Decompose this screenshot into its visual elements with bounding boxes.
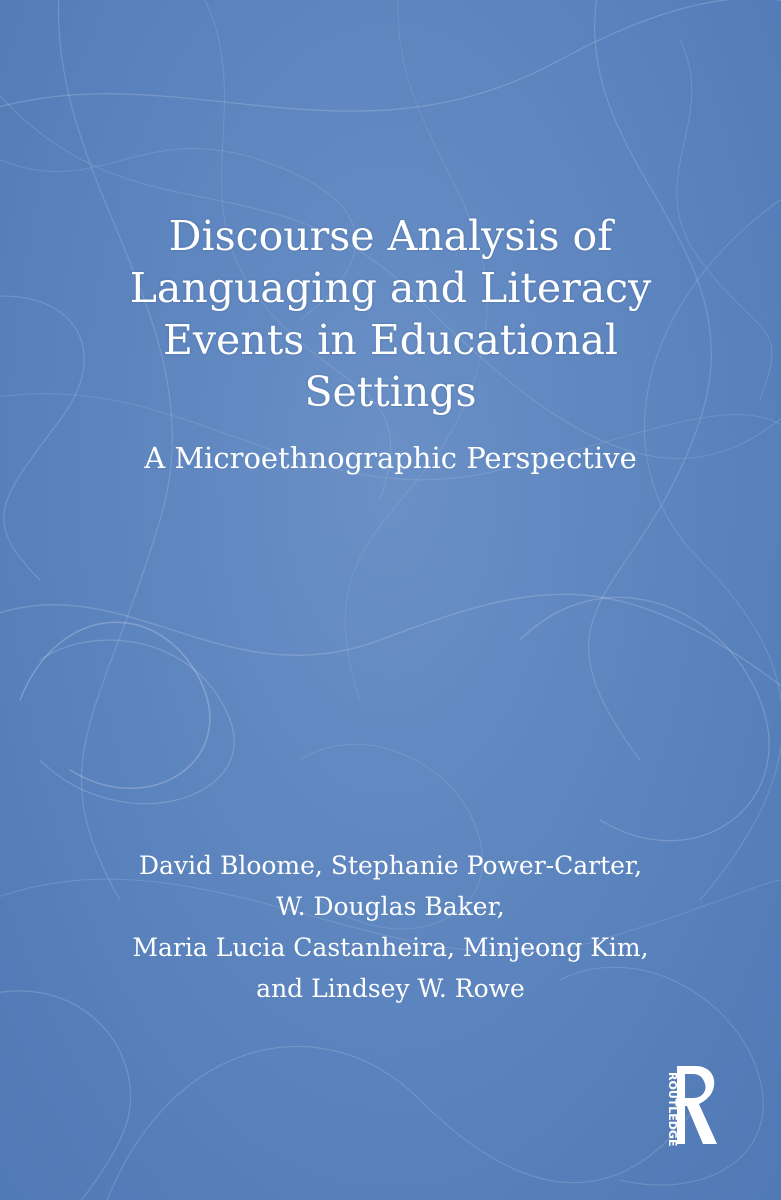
title-line: Settings [304,368,477,416]
title-line: Discourse Analysis of [168,212,613,260]
author-line: David Bloome, Stephanie Power-Carter, [138,851,643,880]
title-line: Events in Educational [162,316,619,364]
logo-text: ROUTLEDGE [666,1072,679,1147]
book-title [60,210,721,418]
author-list [60,845,721,1009]
title-line: Languaging and Literacy [129,264,652,312]
author-line: and Lindsey W. Rowe [256,974,525,1003]
author-line: Maria Lucia Castanheira, Minjeong Kim, [132,933,649,962]
routledge-wordmark [657,1070,679,1148]
author-line: W. Douglas Baker, [276,892,505,921]
book-subtitle: A Microethnographic Perspective [144,441,637,475]
